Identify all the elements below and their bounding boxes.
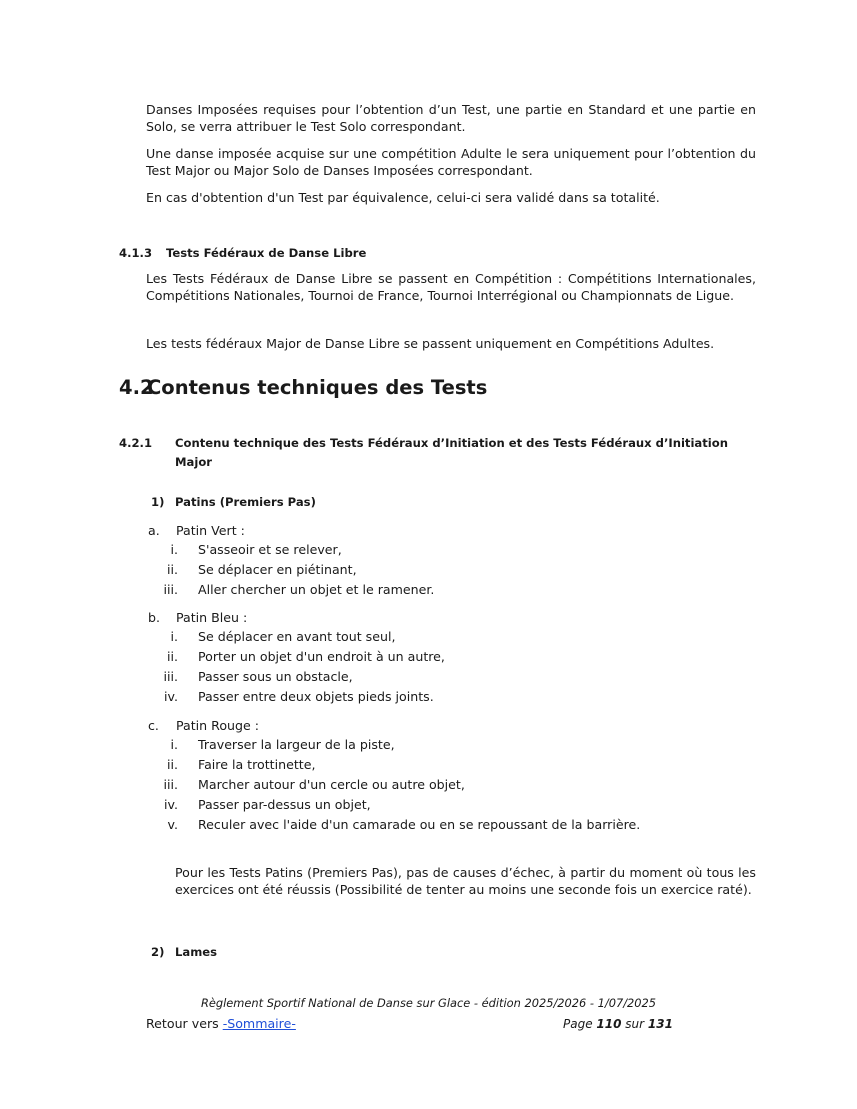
list-item-text: Reculer avec l'aide d'un camarade ou en se repoussant de la barrière. bbox=[198, 817, 641, 832]
footer-back-prefix: Retour vers bbox=[146, 1016, 223, 1031]
roman-numeral: ii. bbox=[166, 757, 178, 772]
heading-4-2 bbox=[119, 376, 487, 400]
list-item-title: Patin Bleu : bbox=[176, 610, 248, 625]
list-item-text: Marcher autour d'un cercle ou autre objet, bbox=[198, 777, 465, 792]
list-item-text: Aller chercher un objet et le ramener. bbox=[198, 582, 435, 597]
list-item bbox=[150, 582, 434, 598]
list-title: Patins (Premiers Pas) bbox=[175, 495, 316, 509]
list-letter: a. bbox=[148, 523, 160, 538]
list-number: 1) bbox=[151, 495, 165, 509]
patin-bleu-heading bbox=[148, 610, 247, 626]
list-item-text: Passer entre deux objets pieds joints. bbox=[198, 689, 434, 704]
list-item-text: Porter un objet d'un endroit à un autre, bbox=[198, 649, 445, 664]
page-mid: sur bbox=[621, 1017, 648, 1031]
list-item bbox=[150, 777, 465, 793]
list-item bbox=[150, 797, 371, 813]
footer-page-number bbox=[563, 1016, 673, 1032]
list-item-text: Se déplacer en avant tout seul, bbox=[198, 629, 396, 644]
summary-link[interactable]: -Sommaire- bbox=[222, 1016, 296, 1031]
heading-number: 4.2 bbox=[119, 376, 154, 399]
intro-paragraph-1: Danses Imposées requises pour l’obtention d’un Test, une partie en Standard et une partie en Solo, se verra attribuer le Test Solo correspondant. bbox=[146, 102, 756, 134]
list-item-text: Passer par-dessus un objet, bbox=[198, 797, 371, 812]
list-item bbox=[150, 562, 357, 578]
note-paragraph: Pour les Tests Patins (Premiers Pas), pas de causes d’échec, à partir du moment où tous les exercices ont été réussis (Possibilité de tenter au moins une seconde fois un exercice raté). bbox=[175, 865, 756, 897]
list-item bbox=[150, 629, 395, 645]
list-item bbox=[150, 669, 353, 685]
list-item bbox=[150, 757, 315, 773]
subsection-title-line-1: Contenu technique des Tests Fédéraux d’Initiation et des Tests Fédéraux d’Initiation bbox=[175, 436, 728, 450]
list-letter: b. bbox=[148, 610, 160, 625]
subsection-title-line-2: Major bbox=[175, 454, 213, 469]
subsection-number: 4.2.1 bbox=[119, 436, 153, 450]
patin-vert-heading bbox=[148, 523, 245, 539]
list-letter: c. bbox=[148, 718, 159, 733]
list-item-text: S'asseoir et se relever, bbox=[198, 542, 342, 557]
list-item-title: Patin Vert : bbox=[176, 523, 245, 538]
list-item bbox=[150, 649, 445, 665]
roman-numeral: iii. bbox=[163, 669, 178, 684]
list-number: 2) bbox=[151, 945, 165, 959]
page-current: 110 bbox=[596, 1017, 622, 1031]
intro-paragraph-2: Une danse imposée acquise sur une compétition Adulte le sera uniquement pour l’obtention du Test Major ou Major Solo de Danses Imposées correspondant. bbox=[146, 146, 756, 178]
list-title: Lames bbox=[175, 945, 218, 959]
subsection-title bbox=[175, 434, 775, 471]
roman-numeral: ii. bbox=[166, 649, 178, 664]
roman-numeral: iii. bbox=[163, 777, 178, 792]
heading-title: Contenus techniques des Tests bbox=[147, 376, 488, 399]
list-item-text: Faire la trottinette, bbox=[198, 757, 316, 772]
page-prefix: Page bbox=[563, 1017, 597, 1031]
section-title: Tests Fédéraux de Danse Libre bbox=[166, 246, 367, 260]
list-item-text: Traverser la largeur de la piste, bbox=[198, 737, 395, 752]
footer-back-link-line bbox=[146, 1016, 296, 1032]
list-item bbox=[150, 689, 434, 705]
section-paragraph-1: Les Tests Fédéraux de Danse Libre se passent en Compétition : Compétitions Internationales, Compétitions Nationales, Tournoi de France, Tournoi Interrégional ou Championnats de Ligue. bbox=[146, 271, 756, 303]
roman-numeral: i. bbox=[170, 737, 178, 752]
section-number: 4.1.3 bbox=[119, 246, 153, 260]
list-item-text: Se déplacer en piétinant, bbox=[198, 562, 357, 577]
intro-paragraph-3: En cas d'obtention d'un Test par équivalence, celui-ci sera validé dans sa totalité. bbox=[146, 190, 660, 205]
roman-numeral: i. bbox=[170, 542, 178, 557]
roman-numeral: iv. bbox=[164, 689, 178, 704]
footer-regulation-text: Règlement Sportif National de Danse sur Glace - édition 2025/2026 - 1/07/2025 bbox=[200, 996, 657, 1010]
list-item bbox=[150, 817, 640, 833]
roman-numeral: i. bbox=[170, 629, 178, 644]
list-item bbox=[150, 737, 395, 753]
section-paragraph-2: Les tests fédéraux Major de Danse Libre se passent uniquement en Compétitions Adultes. bbox=[146, 336, 715, 351]
list-item-title: Patin Rouge : bbox=[176, 718, 260, 733]
patin-rouge-heading bbox=[148, 718, 259, 734]
list-item-text: Passer sous un obstacle, bbox=[198, 669, 353, 684]
roman-numeral: iv. bbox=[164, 797, 178, 812]
list-item bbox=[150, 542, 342, 558]
roman-numeral: v. bbox=[167, 817, 178, 832]
page-total: 131 bbox=[647, 1017, 673, 1031]
roman-numeral: ii. bbox=[166, 562, 178, 577]
roman-numeral: iii. bbox=[163, 582, 178, 597]
